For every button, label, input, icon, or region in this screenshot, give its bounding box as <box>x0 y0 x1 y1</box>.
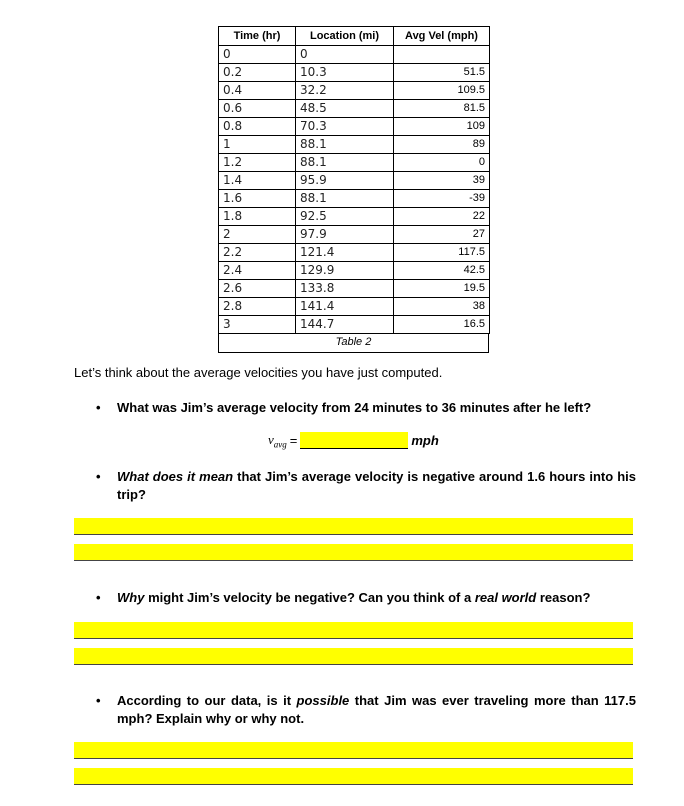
time-cell: 2.6 <box>219 280 296 298</box>
avg-vel-cell: 16.5 <box>394 316 490 334</box>
answer-line-4b[interactable] <box>74 768 633 785</box>
question-3-text <box>117 589 636 607</box>
location-cell: 97.9 <box>296 226 394 244</box>
time-cell: 0.6 <box>219 100 296 118</box>
table-row <box>219 82 490 100</box>
location-cell: 121.4 <box>296 244 394 262</box>
time-cell: 1.8 <box>219 208 296 226</box>
time-cell: 1.6 <box>219 190 296 208</box>
answer-line-4a[interactable] <box>74 742 633 759</box>
table-row <box>219 244 490 262</box>
location-cell: 10.3 <box>296 64 394 82</box>
table-row <box>219 64 490 82</box>
table-row <box>219 208 490 226</box>
location-cell: 133.8 <box>296 280 394 298</box>
question-2-rest: that Jim’s average velocity is negative around 1.6 hours into his trip? <box>117 469 636 502</box>
time-cell: 0.2 <box>219 64 296 82</box>
avg-vel-cell: 19.5 <box>394 280 490 298</box>
location-cell: 88.1 <box>296 154 394 172</box>
table-row <box>219 46 490 64</box>
table-row <box>219 262 490 280</box>
question-3 <box>96 589 636 607</box>
question-4 <box>96 692 636 728</box>
location-cell: 88.1 <box>296 190 394 208</box>
avg-vel-cell: -39 <box>394 190 490 208</box>
question-2 <box>96 468 636 504</box>
time-cell: 2.8 <box>219 298 296 316</box>
bullet: • <box>96 400 101 415</box>
answer-line-3a[interactable] <box>74 622 633 639</box>
time-cell: 1 <box>219 136 296 154</box>
question-2-emphasis: What does it mean <box>117 469 234 484</box>
table-row <box>219 226 490 244</box>
location-cell: 70.3 <box>296 118 394 136</box>
header-avg-vel: Avg Vel (mph) <box>394 27 490 46</box>
data-table <box>218 26 490 334</box>
unit-label: mph <box>411 433 439 449</box>
bullet: • <box>96 469 101 484</box>
table-row <box>219 190 490 208</box>
v-letter: v <box>268 432 274 447</box>
answer-line-3b[interactable] <box>74 648 633 665</box>
table-row <box>219 100 490 118</box>
time-cell: 2 <box>219 226 296 244</box>
table-row <box>219 154 490 172</box>
header-time: Time (hr) <box>219 27 296 46</box>
table-header-row <box>219 27 490 46</box>
location-cell: 144.7 <box>296 316 394 334</box>
question-4-part-2: that Jim was ever traveling more than 117.5 mph? Explain why or why not. <box>117 693 636 726</box>
question-3-part-1: might Jim’s velocity be negative? Can you think of a <box>144 590 475 605</box>
question-1-text: What was Jim’s average velocity from 24 minutes to 36 minutes after he left? <box>117 400 592 415</box>
answer-line-2a[interactable] <box>74 518 633 535</box>
time-cell: 3 <box>219 316 296 334</box>
question-4-part-1: According to our data, is it <box>117 693 297 708</box>
time-cell: 1.2 <box>219 154 296 172</box>
time-cell: 0.4 <box>219 82 296 100</box>
time-cell: 2.2 <box>219 244 296 262</box>
header-location: Location (mi) <box>296 27 394 46</box>
v-subscript: avg <box>273 439 287 450</box>
v-avg-symbol <box>268 432 287 450</box>
avg-vel-cell: 27 <box>394 226 490 244</box>
avg-vel-cell: 22 <box>394 208 490 226</box>
avg-vel-cell: 109 <box>394 118 490 136</box>
avg-vel-cell <box>394 46 490 64</box>
table-row <box>219 316 490 334</box>
intro-text: Let’s think about the average velocities you have just computed. <box>74 365 443 380</box>
question-1 <box>96 399 636 417</box>
location-cell: 48.5 <box>296 100 394 118</box>
question-3-part-2: reason? <box>536 590 591 605</box>
location-cell: 92.5 <box>296 208 394 226</box>
data-table-container <box>218 26 489 353</box>
avg-vel-cell: 0 <box>394 154 490 172</box>
avg-vel-cell: 38 <box>394 298 490 316</box>
avg-vel-cell: 81.5 <box>394 100 490 118</box>
velocity-formula <box>268 432 439 450</box>
avg-vel-cell: 117.5 <box>394 244 490 262</box>
table-row <box>219 136 490 154</box>
table-row <box>219 280 490 298</box>
question-2-text <box>117 468 636 504</box>
table-row <box>219 298 490 316</box>
table-row <box>219 118 490 136</box>
location-cell: 129.9 <box>296 262 394 280</box>
equals-sign: = <box>289 433 298 449</box>
avg-vel-cell: 109.5 <box>394 82 490 100</box>
question-3-emphasis-1: Why <box>117 590 145 605</box>
table-body <box>219 46 490 334</box>
table-caption: Table 2 <box>218 334 489 353</box>
question-3-emphasis-2: real world <box>474 590 537 605</box>
location-cell: 141.4 <box>296 298 394 316</box>
location-cell: 32.2 <box>296 82 394 100</box>
bullet: • <box>96 693 101 708</box>
table-row <box>219 172 490 190</box>
question-4-text <box>117 692 636 728</box>
location-cell: 88.1 <box>296 136 394 154</box>
bullet: • <box>96 590 101 605</box>
avg-vel-cell: 89 <box>394 136 490 154</box>
avg-vel-cell: 42.5 <box>394 262 490 280</box>
answer-line-2b[interactable] <box>74 544 633 561</box>
velocity-answer-blank[interactable] <box>300 432 408 449</box>
time-cell: 0 <box>219 46 296 64</box>
avg-vel-cell: 39 <box>394 172 490 190</box>
time-cell: 1.4 <box>219 172 296 190</box>
time-cell: 2.4 <box>219 262 296 280</box>
location-cell: 95.9 <box>296 172 394 190</box>
location-cell: 0 <box>296 46 394 64</box>
question-4-emphasis: possible <box>296 693 350 708</box>
avg-vel-cell: 51.5 <box>394 64 490 82</box>
time-cell: 0.8 <box>219 118 296 136</box>
